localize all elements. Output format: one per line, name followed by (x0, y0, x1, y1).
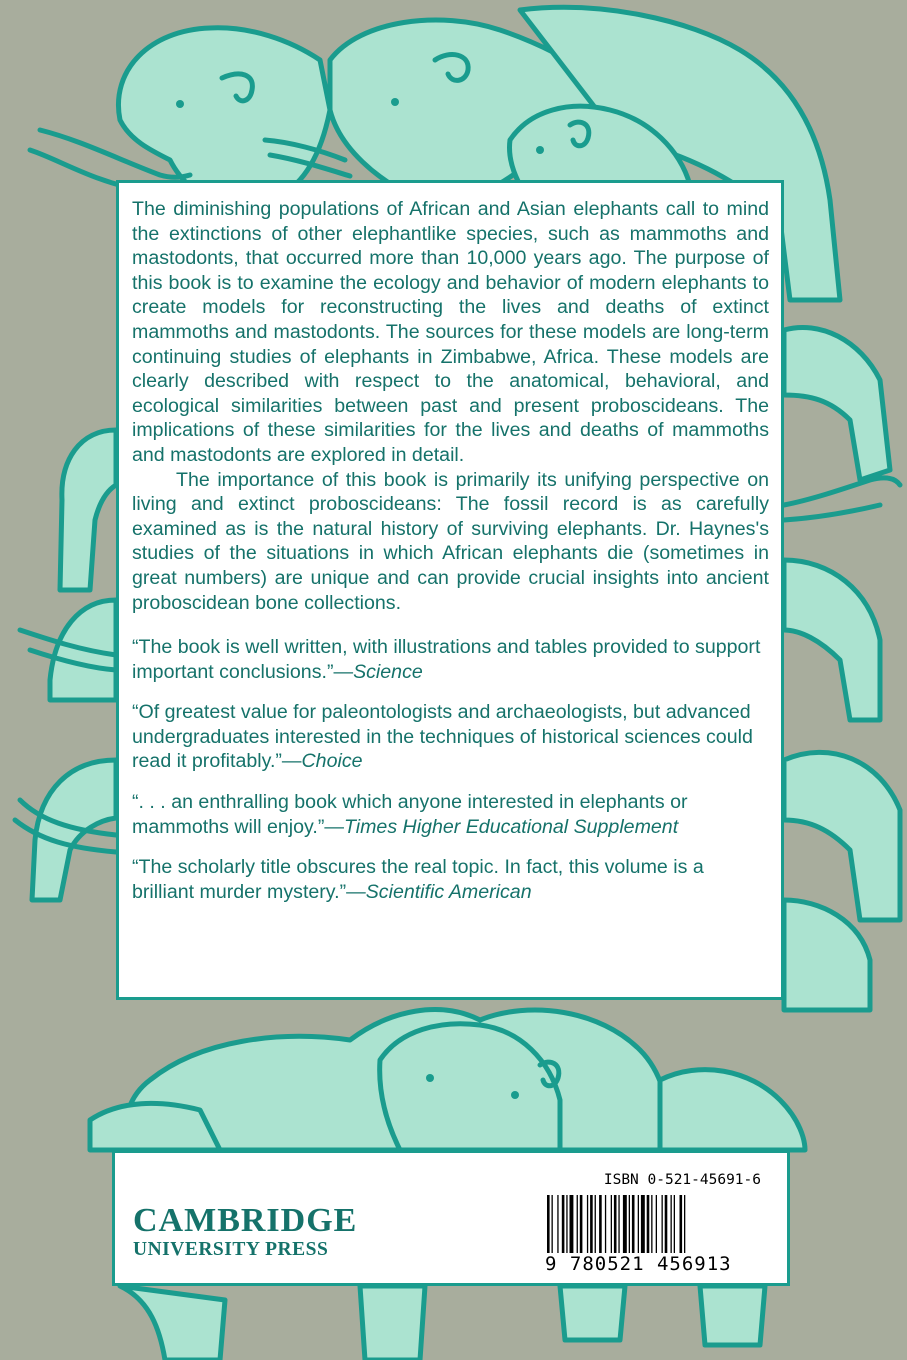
barcode-number: 9 780521 456913 (545, 1253, 732, 1275)
barcode (545, 1195, 761, 1253)
isbn-label: ISBN 0-521-45691-6 (603, 1172, 761, 1188)
review-source: Choice (301, 750, 363, 773)
review-text: “. . . an enthralling book which anyone interested in elephants or mammoths will enjoy.”— (132, 791, 688, 838)
review-source: Science (353, 660, 423, 683)
review-text: “The book is well written, with illustrations and tables provided to support important conclusions.”— (132, 636, 761, 683)
review-source: Scientific American (365, 880, 532, 903)
description-paragraph-1: The diminishing populations of African and Asian elephants call to mind the extinctions of other elephantlike species, such as mammoths and mastodonts, that occurred more than 10,000 years ago. The purpose of this book is to examine the ecology and behavior of modern elephants to create models for reconstructing the lives and deaths of extinct mammoths and mastodonts. The sources for these models are long-term continuing studies of elephants in Zimbabwe, Africa. These models are clearly described with respect to the anatomical, behavioral, and ecological similarities between past and present proboscideans. The implications of these similarities for the lives and deaths of mammoths and mastodonts are explored in detail. (132, 198, 769, 466)
publisher-footer (112, 1150, 790, 1286)
publisher-name: CAMBRIDGE (133, 1202, 358, 1239)
review-text: “Of greatest value for paleontologists and archaeologists, but advanced undergraduates interested in the techniques of historical sciences could read it profitably.”— (132, 701, 753, 773)
publisher-subtitle: UNIVERSITY PRESS (133, 1239, 329, 1260)
review-quote (132, 855, 769, 904)
description-paragraph-2: The importance of this book is primarily its unifying perspective on living and extinct proboscideans: The fossil record is as carefully examined as is the natural history of surviving elephants. Dr. Haynes's studies of the situations in which African elephants die (sometimes in great numbers) are unique and can provide crucial insights into ancient proboscidean bone collections. (132, 468, 769, 614)
review-text: “The scholarly title obscures the real topic. In fact, this volume is a brilliant murder mystery.”— (132, 856, 704, 903)
review-quote (132, 790, 769, 839)
review-quote (132, 635, 769, 684)
review-quote (132, 700, 769, 774)
publisher-logo (133, 1203, 357, 1261)
review-source: Times Higher Educational Supplement (343, 815, 679, 838)
description-box (116, 180, 784, 1000)
